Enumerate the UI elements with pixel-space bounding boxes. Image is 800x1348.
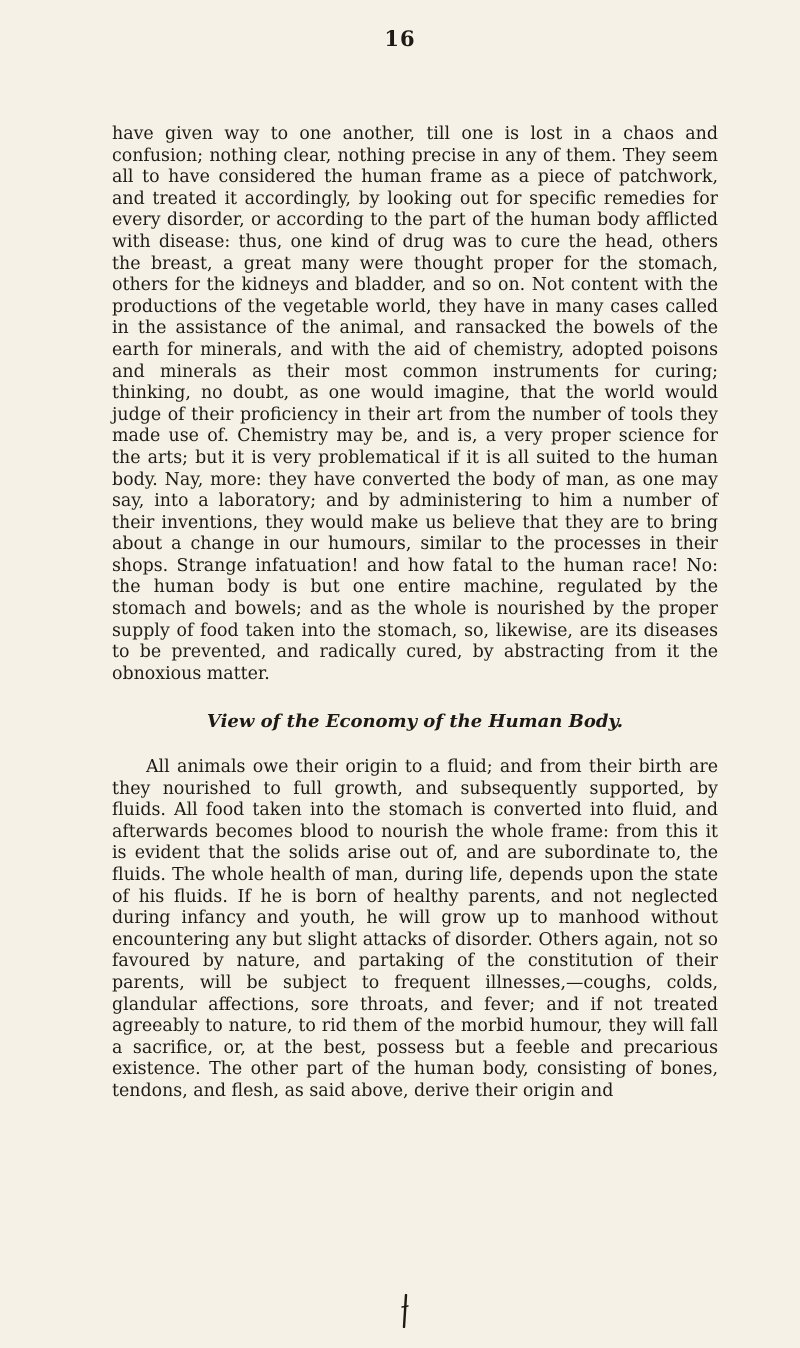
paragraph-continuation: have given way to one another, till one is lost in a chaos and confusion; nothing clear, nothing precise in any of them. They seem all to have considered the human frame as a piece of patchwork, and treated it accordingly, by looking out for specific remedies for every disorder, or according to the part of the human body afflicted with disease: thus, one kind of drug was to cure the head, others the breast, a great many were thought proper for the stomach, others for the kidneys and bladder, and so on. Not content with the productions of the vegetable world, they have in many cases called in the assistance of the animal, and ransacked the bowels of the earth for minerals, and with the aid of chemistry, adopted poisons and minerals as their most common instruments for curing; thinking, no doubt, as one would imagine, that the world would judge of their proficiency in their art from the number of tools they made use of. Chemistry may be, and is, a very proper science for the arts; but it is very problematical if it is all suited to the human body. Nay, more: they have converted the body of man, as one may say, into a laboratory; and by administering to him a number of their inventions, they would make us believe that they are to bring about a change in our humours, similar to the processes in their shops. Strange infatuation! and how fatal to the human race! No: the human body is but one entire machine, regulated by the stomach and bowels; and as the whole is nourished by the proper supply of food taken into the stomach, so, likewise, are its diseases to be prevented, and radically cured, by abstracting from it the obnoxious matter. — [112, 124, 718, 684]
section-heading: View of the Economy of the Human Body. — [206, 711, 624, 733]
signature-mark-icon — [400, 1294, 410, 1328]
paragraph-economy: All animals owe their origin to a fluid; and from their birth are they nourished to full growth, and subsequently supported, by fluids. All food taken into the stomach is converted into fluid, and afterwards becomes blood to nourish the whole frame: from this it is evident that the solids arise out of, and are subordinate to, the fluids. The whole health of man, during life, depends upon the state of his fluids. If he is born of healthy parents, and not neglected during infancy and youth, he will grow up to manhood without encountering any but slight attacks of disorder. Others again, not so favoured by nature, and partaking of the constitution of their parents, will be subject to frequent illnesses,—coughs, colds, glandular affections, sore throats, and fever; and if not treated agreeably to nature, to rid them of the morbid humour, they will fall a sacrifice, or, at the best, possess but a feeble and precarious existence. The other part of the human body, consisting of bones, tendons, and flesh, as said above, derive their origin and — [112, 757, 718, 1101]
page-number: 16 — [384, 26, 416, 51]
page-body — [112, 124, 718, 1103]
